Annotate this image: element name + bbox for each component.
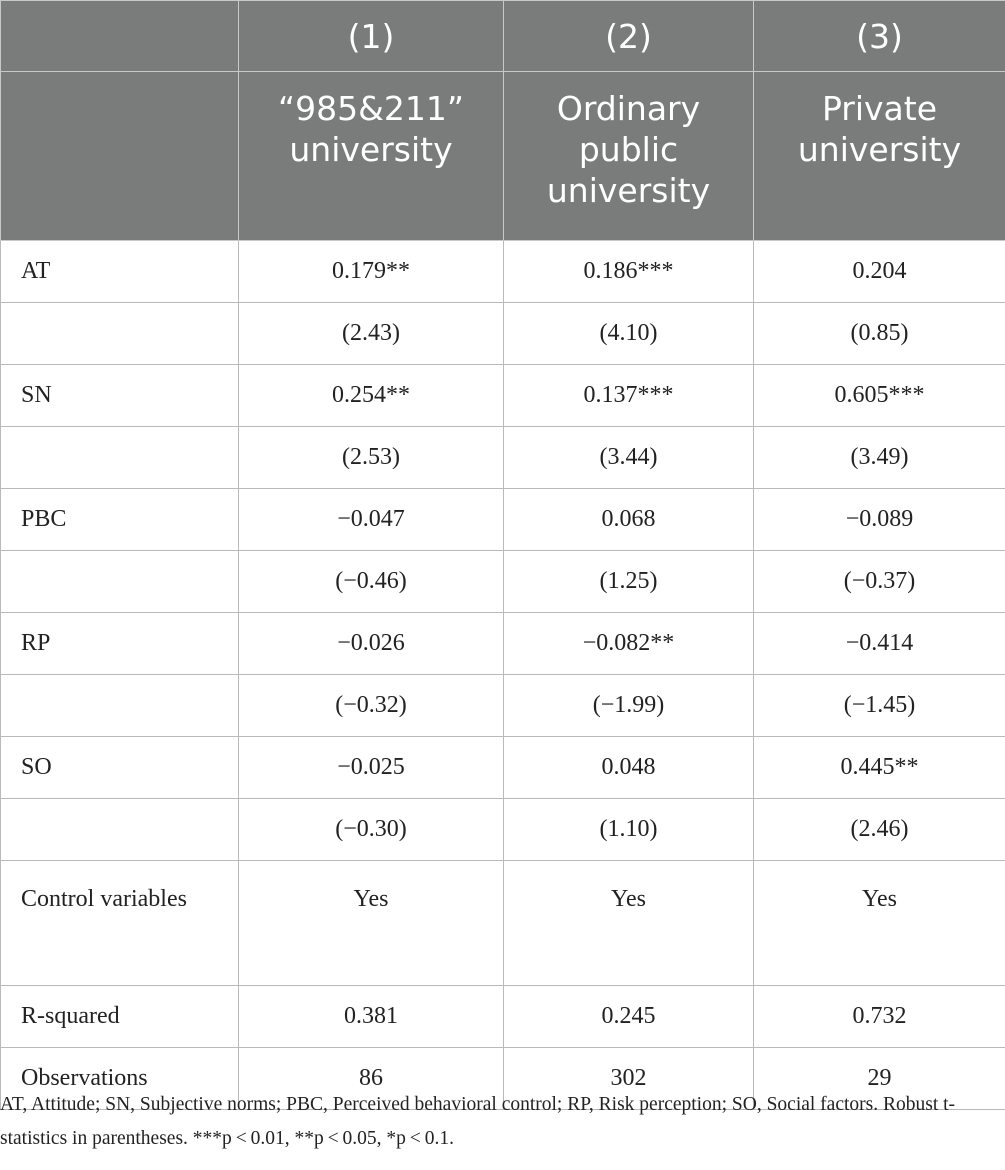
column-group-ordinary-public: Ordinary public university <box>504 72 754 241</box>
row-label <box>1 551 239 613</box>
table-cell: (−1.45) <box>754 675 1005 737</box>
table-row <box>1 986 1005 1048</box>
table-row <box>1 737 1005 799</box>
table-row <box>1 613 1005 675</box>
table-cell: 0.254** <box>239 365 504 427</box>
row-label: AT <box>1 241 239 303</box>
table-cell: (3.49) <box>754 427 1005 489</box>
table-cell: 0.605*** <box>754 365 1005 427</box>
header-row-groups <box>1 72 1005 241</box>
table-cell: −0.047 <box>239 489 504 551</box>
table-cell: 0.137*** <box>504 365 754 427</box>
row-label: Observations <box>1 1048 239 1110</box>
table-cell: 86 <box>239 1048 504 1110</box>
table-cell: 302 <box>504 1048 754 1110</box>
table-cell: (−1.99) <box>504 675 754 737</box>
table-cell: Yes <box>504 861 754 986</box>
table-cell: −0.089 <box>754 489 1005 551</box>
table-row <box>1 861 1005 986</box>
column-number-2: (2) <box>504 1 754 72</box>
column-group-private: Private university <box>754 72 1005 241</box>
column-number-3: (3) <box>754 1 1005 72</box>
column-group-985-211: “985&211” university <box>239 72 504 241</box>
table-row <box>1 427 1005 489</box>
table-cell: (2.46) <box>754 799 1005 861</box>
row-label: SO <box>1 737 239 799</box>
table-cell: (−0.37) <box>754 551 1005 613</box>
row-label: PBC <box>1 489 239 551</box>
table-cell: (−0.46) <box>239 551 504 613</box>
table-cell: (1.10) <box>504 799 754 861</box>
table-cell: 0.186*** <box>504 241 754 303</box>
table-cell: 0.204 <box>754 241 1005 303</box>
table-row <box>1 241 1005 303</box>
row-label <box>1 675 239 737</box>
row-label <box>1 427 239 489</box>
row-label <box>1 799 239 861</box>
table-cell: Yes <box>239 861 504 986</box>
table-cell: 0.732 <box>754 986 1005 1048</box>
table-cell: (1.25) <box>504 551 754 613</box>
table-row <box>1 799 1005 861</box>
table-row <box>1 675 1005 737</box>
column-number-1: (1) <box>239 1 504 72</box>
row-label: RP <box>1 613 239 675</box>
table-row <box>1 303 1005 365</box>
table-cell: 0.445** <box>754 737 1005 799</box>
table-cell: −0.414 <box>754 613 1005 675</box>
table-cell: (−0.32) <box>239 675 504 737</box>
table-cell: −0.026 <box>239 613 504 675</box>
table-cell: (0.85) <box>754 303 1005 365</box>
table-cell: 0.381 <box>239 986 504 1048</box>
table-cell: 0.068 <box>504 489 754 551</box>
table-cell: Yes <box>754 861 1005 986</box>
row-label <box>1 303 239 365</box>
table-row <box>1 551 1005 613</box>
row-label: Control variables <box>1 861 239 986</box>
table-cell: −0.082** <box>504 613 754 675</box>
table-cell: 0.048 <box>504 737 754 799</box>
table-cell: (2.53) <box>239 427 504 489</box>
table-row <box>1 365 1005 427</box>
table-footnote: AT, Attitude; SN, Subjective norms; PBC, Perceived behavioral control; RP, Risk perception; SO, Social factors. Robust t-statistics in parentheses. ***p < 0.01, **p < 0.05, *p < 0.1. <box>0 1094 956 1149</box>
table-cell: 0.245 <box>504 986 754 1048</box>
row-label: SN <box>1 365 239 427</box>
table-cell: (2.43) <box>239 303 504 365</box>
table-cell: (−0.30) <box>239 799 504 861</box>
header-corner <box>1 1 239 72</box>
row-label: R-squared <box>1 986 239 1048</box>
table-row <box>1 489 1005 551</box>
table-cell: −0.025 <box>239 737 504 799</box>
table-cell: (3.44) <box>504 427 754 489</box>
header-group-corner <box>1 72 239 241</box>
table-cell: 29 <box>754 1048 1005 1110</box>
table-cell: (4.10) <box>504 303 754 365</box>
header-row-numbers <box>1 1 1005 72</box>
table-cell: 0.179** <box>239 241 504 303</box>
